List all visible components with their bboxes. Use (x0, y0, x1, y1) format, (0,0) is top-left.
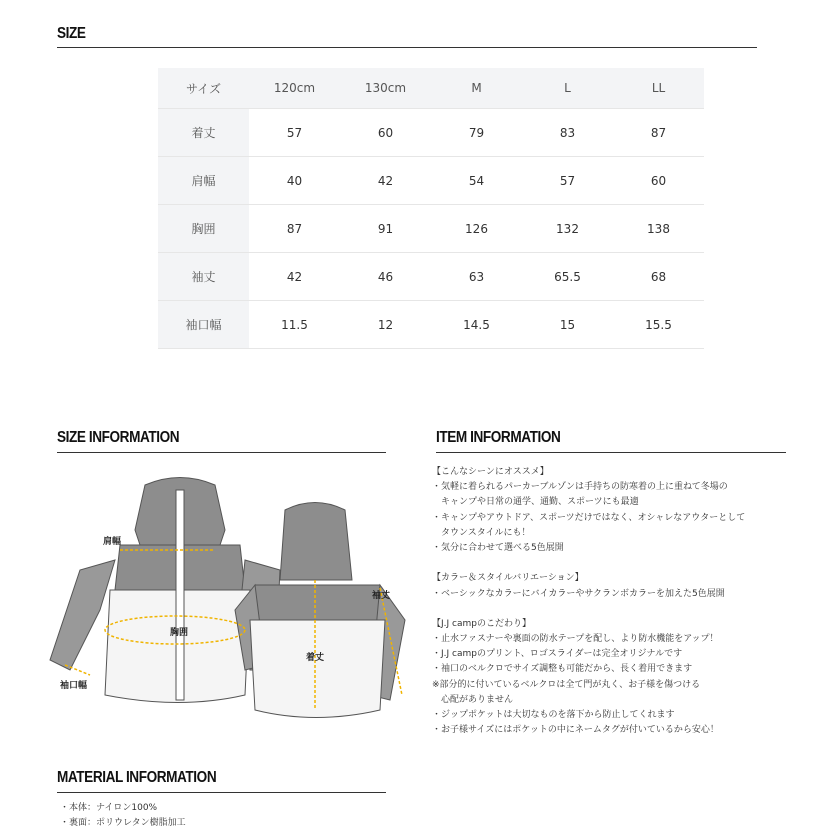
size-table (158, 68, 704, 349)
table-cell: 91 (340, 205, 431, 253)
table-cell: 42 (340, 157, 431, 205)
jacket-illustration (40, 470, 420, 730)
item-line: 【こんなシーンにオススメ】 (432, 467, 549, 477)
material-information-text (60, 801, 186, 831)
table-cell: 15 (522, 301, 613, 349)
back-jacket (235, 503, 405, 718)
item-line (432, 556, 745, 571)
item-line: タウンスタイルにも！ (432, 527, 531, 538)
divider (57, 47, 757, 48)
table-row (158, 157, 704, 205)
row-label: 胸囲 (158, 205, 249, 253)
item-line: 心配がありません (432, 694, 514, 705)
material-information-heading: MATERIAL INFORMATION (57, 769, 217, 786)
table-cell: 40 (249, 157, 340, 205)
item-line: 【カラー＆スタイルバリエーション】 (432, 573, 584, 584)
material-line: ・裏面：ポリウレタン樹脂加工 (60, 818, 186, 829)
table-cell: 138 (613, 205, 704, 253)
material-line: ・本体：ナイロン100% (60, 803, 158, 813)
item-line: ・止水ファスナーや裏面の防水テープを配し、より防水機能をアップ！ (432, 634, 719, 645)
divider (57, 452, 386, 453)
item-line: キャンプや日常の通学、通勤、スポーツにも最適 (432, 497, 639, 508)
table-cell: 68 (613, 253, 704, 301)
row-label: 袖丈 (158, 253, 249, 301)
item-line: ・袖口のベルクロでサイズ調整も可能だから、長く着用できます (432, 664, 693, 675)
item-line (432, 602, 745, 617)
table-cell: 63 (431, 253, 522, 301)
table-cell: 14.5 (431, 301, 522, 349)
item-line: ・キャンプやアウトドア、スポーツだけではなく、オシャレなアウターとして (432, 512, 746, 523)
item-line: ・気分に合わせて選べる5色展開 (432, 542, 564, 553)
item-line: ・ベーシックなカラーにバイカラーやサクランボカラーを加えた5色展開 (432, 588, 725, 599)
table-row (158, 253, 704, 301)
header-cell: サイズ (158, 68, 249, 109)
table-cell: 126 (431, 205, 522, 253)
row-label: 着丈 (158, 109, 249, 157)
table-cell: 11.5 (249, 301, 340, 349)
table-row (158, 301, 704, 349)
table-cell: 60 (340, 109, 431, 157)
item-information-text (432, 465, 745, 738)
row-label: 袖口幅 (158, 301, 249, 349)
table-row (158, 109, 704, 157)
divider (436, 452, 786, 453)
cuff-label: 袖口幅 (60, 681, 88, 691)
table-header-row (158, 68, 704, 109)
table-cell: 57 (249, 109, 340, 157)
table-row (158, 205, 704, 253)
item-line: ・J.J campのプリント、ロゴスライダーは完全オリジナルです (432, 649, 683, 660)
table-cell: 132 (522, 205, 613, 253)
table-cell: 57 (522, 157, 613, 205)
shoulder-label: 肩幅 (103, 537, 122, 547)
table-cell: 46 (340, 253, 431, 301)
table-cell: 15.5 (613, 301, 704, 349)
header-cell: LL (613, 68, 704, 109)
table-cell: 54 (431, 157, 522, 205)
table-cell: 42 (249, 253, 340, 301)
header-cell: L (522, 68, 613, 109)
header-cell: M (431, 68, 522, 109)
header-cell: 120cm (249, 68, 340, 109)
header-cell: 130cm (340, 68, 431, 109)
divider (57, 792, 386, 793)
table-cell: 83 (522, 109, 613, 157)
chest-label: 胸囲 (170, 628, 189, 638)
table-cell: 12 (340, 301, 431, 349)
row-label: 肩幅 (158, 157, 249, 205)
table-cell: 79 (431, 109, 522, 157)
table-cell: 65.5 (522, 253, 613, 301)
item-line: ・ジップポケットは大切なものを落下から防止してくれます (432, 710, 675, 720)
sleeve-label: 袖丈 (372, 591, 391, 601)
item-line: 【J.J campのこだわり】 (432, 618, 531, 629)
size-information-heading: SIZE INFORMATION (57, 429, 180, 446)
item-information-heading: ITEM INFORMATION (436, 429, 561, 446)
item-line: ※部分的に付いているベルクロは全て門が丸く、お子様を傷つける (432, 679, 701, 690)
table-cell: 87 (249, 205, 340, 253)
table-cell: 87 (613, 109, 704, 157)
item-line: ・気軽に着られるパーカーブルゾンは手持ちの防寒着の上に重ねて冬場の (432, 482, 728, 493)
size-heading: SIZE (57, 25, 86, 42)
item-line: ・お子様サイズにはポケットの中にネームタグが付いているから安心！ (432, 725, 719, 736)
table-cell: 60 (613, 157, 704, 205)
length-label: 着丈 (306, 653, 325, 663)
